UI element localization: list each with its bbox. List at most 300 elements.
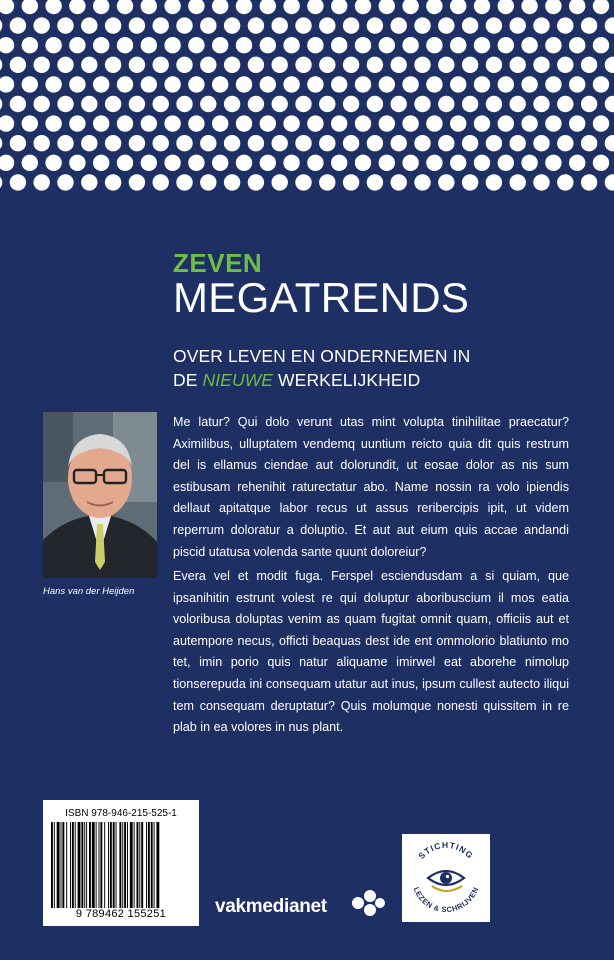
pattern-dot (379, 76, 395, 92)
pattern-dot (176, 135, 192, 151)
pattern-dot (414, 135, 430, 151)
pattern-dot (486, 135, 502, 151)
pattern-dot (93, 115, 109, 131)
pattern-dot (69, 155, 85, 171)
pattern-dot (593, 115, 609, 131)
pattern-dot (450, 115, 466, 131)
barcode-bar (119, 822, 121, 908)
pattern-dot (581, 96, 597, 112)
pattern-dot (462, 57, 478, 73)
pattern-dot (343, 57, 359, 73)
pattern-dot (248, 17, 264, 33)
pattern-dot (93, 76, 109, 92)
pattern-dot (331, 76, 347, 92)
pattern-dot (129, 96, 145, 112)
pattern-dot (283, 115, 299, 131)
pattern-dot (462, 135, 478, 151)
pattern-dot (343, 135, 359, 151)
pattern-dot (34, 174, 50, 190)
pattern-dot (319, 135, 335, 151)
pattern-dot (391, 174, 407, 190)
barcode-bar (116, 822, 117, 908)
pattern-dot (153, 96, 169, 112)
pattern-dot (34, 57, 50, 73)
pattern-dot (569, 155, 585, 171)
pattern-dot (212, 0, 228, 14)
pattern-dot (295, 135, 311, 151)
pattern-dot (402, 37, 418, 53)
pattern-dot (295, 96, 311, 112)
pattern-dot (331, 37, 347, 53)
pattern-dot (343, 174, 359, 190)
pattern-dot (117, 37, 133, 53)
body-paragraph-2: Evera vel et modit fuga. Ferspel esciendusdam a si quiam, que ipsanihitin estrunt volest re qui doluptur aboribuscium il mos eatia voloribusa doluptas venim as quam fugitat omnit quam, officiis aut et autempore necus, officti beaquas dest ide ent ommolorio blatiunto mo tet, imin porio quis natur aliquame imirwel eat aborehe nimolup tionserepuda ini consequam utatur aut inus, ipsum cullest autecto iliqui tem consequam deruptatur? Quis molumque nonesti quissitem in re plab in ea volores in nus plant. (173, 569, 569, 735)
pattern-dot (0, 17, 2, 33)
pattern-dot (224, 57, 240, 73)
pattern-dot (200, 96, 216, 112)
pattern-dot (605, 135, 614, 151)
pattern-dot (593, 76, 609, 92)
pattern-dot (129, 135, 145, 151)
pattern-dot (581, 17, 597, 33)
pattern-dot (295, 17, 311, 33)
pattern-dot (569, 115, 585, 131)
pattern-dot (10, 57, 26, 73)
pattern-dot (0, 135, 2, 151)
pattern-dot (105, 57, 121, 73)
barcode-box (43, 800, 199, 926)
pattern-dot (533, 17, 549, 33)
author-caption: Hans van der Heijden (43, 586, 135, 597)
pattern-dot (593, 0, 609, 14)
pattern-dot (129, 57, 145, 73)
pattern-dot (260, 0, 276, 14)
pattern-dot (593, 37, 609, 53)
pattern-dot (605, 174, 614, 190)
pattern-dot (188, 76, 204, 92)
title-block (173, 248, 470, 321)
pattern-dot (248, 57, 264, 73)
barcode-bar (70, 822, 71, 908)
pattern-dot (426, 37, 442, 53)
pattern-dot (557, 96, 573, 112)
pattern-dot (605, 96, 614, 112)
publisher-logo-mark (350, 888, 386, 918)
subtitle-nieuwe: NIEUWE (202, 370, 274, 390)
barcode-bar (81, 822, 83, 908)
pattern-dot (486, 174, 502, 190)
pattern-dot (236, 76, 252, 92)
pattern-dot (212, 115, 228, 131)
barcode-bars (49, 822, 193, 908)
pattern-dot (510, 135, 526, 151)
pattern-dot (557, 174, 573, 190)
pattern-dot (450, 0, 466, 14)
pattern-dot (200, 57, 216, 73)
pattern-dot (438, 57, 454, 73)
pattern-dot (510, 96, 526, 112)
pattern-dot (176, 57, 192, 73)
pattern-dot (557, 17, 573, 33)
pattern-dot (355, 76, 371, 92)
barcode-bar (137, 822, 139, 908)
pattern-dot (402, 155, 418, 171)
pattern-dot (605, 57, 614, 73)
pattern-dot (34, 17, 50, 33)
pattern-dot (129, 174, 145, 190)
barcode-bar (110, 822, 112, 908)
pattern-dot (22, 115, 38, 131)
pattern-dot (498, 155, 514, 171)
pattern-dot (510, 57, 526, 73)
pattern-dot (343, 17, 359, 33)
pattern-dot (402, 76, 418, 92)
barcode-bar (61, 822, 62, 908)
pattern-dot (438, 174, 454, 190)
barcode-bar (54, 822, 55, 908)
pattern-dot (34, 135, 50, 151)
pattern-dot (141, 115, 157, 131)
pattern-dot (164, 37, 180, 53)
pattern-dot (438, 17, 454, 33)
barcode-bar (146, 822, 147, 908)
pattern-dot (69, 0, 85, 14)
pattern-dot (260, 115, 276, 131)
barcode-bar (92, 822, 95, 908)
dot-pattern-header (0, 0, 614, 192)
pattern-dot (117, 115, 133, 131)
subtitle-werkelijkheid: WERKELIJKHEID (273, 370, 421, 390)
pattern-dot (188, 155, 204, 171)
barcode-bar (51, 822, 53, 908)
pattern-dot (450, 37, 466, 53)
pattern-dot (141, 0, 157, 14)
pattern-dot (0, 115, 14, 131)
pattern-dot (498, 115, 514, 131)
pattern-dot (22, 0, 38, 14)
pattern-dot (545, 37, 561, 53)
barcode-bar (139, 822, 140, 908)
pattern-dot (141, 76, 157, 92)
stichting-logo (402, 834, 490, 922)
barcode-bar (62, 822, 64, 908)
pattern-dot (224, 96, 240, 112)
pattern-dot (319, 57, 335, 73)
eye-hand-icon (428, 871, 464, 891)
pattern-dot (379, 37, 395, 53)
body-paragraph-1: Me latur? Qui dolo verunt utas mint volupta tinihilitae praecatur? Aximilibus, ulluptatem vendemq uuntium reicto quia dit quis restrum del is ellamus ciendae aut dolorundit, ut eosae dolor as nis sum estibusam rehenihit raturectatur abo. Name nossin ra volo ipiendis dellaut apitatque labor recus ut assus reribercipis ipit, ut videm reperrum doloratur a doluptio. Et aut aut eium quis accae andandi piscid utatusa volenda sante quunt doloreiur? (173, 415, 569, 559)
barcode-bar (134, 822, 135, 908)
pattern-dot (319, 17, 335, 33)
subtitle-line-2 (173, 368, 593, 392)
pattern-dot (426, 155, 442, 171)
pattern-dot (307, 37, 323, 53)
svg-text:LEZEN & SCHRIJVEN (412, 886, 481, 914)
barcode-bar (113, 822, 115, 908)
pattern-dot (224, 17, 240, 33)
pattern-dot (295, 57, 311, 73)
pattern-dot (236, 115, 252, 131)
pattern-dot (105, 174, 121, 190)
pattern-dot (533, 174, 549, 190)
pattern-dot (367, 17, 383, 33)
pattern-dot (414, 57, 430, 73)
pattern-dot (379, 155, 395, 171)
barcode-bar (57, 822, 60, 908)
barcode-bar (108, 822, 109, 908)
pattern-dot (0, 174, 2, 190)
pattern-dot (462, 174, 478, 190)
pattern-dot (81, 17, 97, 33)
pattern-dot (69, 115, 85, 131)
pattern-dot (200, 135, 216, 151)
pattern-dot (34, 96, 50, 112)
pattern-dot (462, 17, 478, 33)
pattern-dot (176, 96, 192, 112)
pattern-dot (414, 174, 430, 190)
stichting-text-bottom: LEZEN & SCHRIJVEN (411, 885, 481, 915)
pattern-dot (200, 174, 216, 190)
pattern-dot (260, 155, 276, 171)
pattern-dot (153, 174, 169, 190)
barcode-digits: 9 789462 155251 (75, 908, 167, 920)
barcode-bar (66, 822, 67, 908)
pattern-dot (331, 0, 347, 14)
barcode-bar (154, 822, 155, 908)
pattern-dot (367, 57, 383, 73)
pattern-dot (57, 57, 73, 73)
pattern-dot (521, 115, 537, 131)
pattern-dot (117, 155, 133, 171)
pattern-dot (521, 76, 537, 92)
pattern-dot (486, 96, 502, 112)
pattern-dot (605, 17, 614, 33)
pattern-dot (81, 57, 97, 73)
pattern-dot (248, 135, 264, 151)
pattern-dot (212, 76, 228, 92)
pattern-dot (486, 57, 502, 73)
pattern-dot (69, 76, 85, 92)
pattern-dot (0, 155, 14, 171)
pattern-dot (331, 115, 347, 131)
pattern-dot (545, 0, 561, 14)
pattern-dot (57, 135, 73, 151)
pattern-dot (141, 155, 157, 171)
pattern-dot (367, 174, 383, 190)
svg-text:STICHTING (416, 840, 475, 861)
pattern-dot (81, 174, 97, 190)
pattern-dot (176, 17, 192, 33)
pattern-dot (224, 174, 240, 190)
pattern-dot (283, 76, 299, 92)
pattern-dot (164, 76, 180, 92)
pattern-dot (510, 17, 526, 33)
pattern-dot (367, 96, 383, 112)
pattern-dot (367, 135, 383, 151)
pattern-dot (212, 37, 228, 53)
pattern-dot (438, 96, 454, 112)
pattern-dot (272, 96, 288, 112)
pattern-dot (498, 0, 514, 14)
pattern-dot (450, 155, 466, 171)
title-zeven: ZEVEN (173, 248, 263, 278)
barcode-bar (151, 822, 153, 908)
pattern-dot (224, 135, 240, 151)
barcode-bar (127, 822, 128, 908)
pattern-dot (355, 115, 371, 131)
pattern-dot (164, 155, 180, 171)
barcode-bar (141, 822, 143, 908)
pattern-dot (569, 0, 585, 14)
pattern-dot (498, 37, 514, 53)
pattern-dot (10, 96, 26, 112)
pattern-dot (105, 17, 121, 33)
pattern-dot (379, 0, 395, 14)
pattern-dot (414, 17, 430, 33)
pattern-dot (45, 155, 61, 171)
pattern-dot (22, 155, 38, 171)
pattern-dot (295, 174, 311, 190)
pattern-dot (545, 115, 561, 131)
pattern-dot (0, 76, 14, 92)
pattern-dot (93, 155, 109, 171)
barcode-bar (99, 822, 100, 908)
pattern-dot (355, 37, 371, 53)
pattern-dot (105, 135, 121, 151)
pattern-dot (307, 155, 323, 171)
pattern-dot (248, 96, 264, 112)
pattern-dot (581, 174, 597, 190)
pattern-dot (533, 135, 549, 151)
pattern-dot (581, 135, 597, 151)
pattern-dot (0, 57, 2, 73)
pattern-dot (57, 17, 73, 33)
pattern-dot (272, 135, 288, 151)
pattern-dot (272, 17, 288, 33)
title-megatrends: MEGATRENDS (173, 274, 470, 321)
barcode-bar (72, 822, 74, 908)
pattern-dot (283, 155, 299, 171)
pattern-dot (533, 57, 549, 73)
pattern-dot (117, 76, 133, 92)
barcode-bar (124, 822, 126, 908)
pattern-dot (545, 155, 561, 171)
publisher-logo-text: vakmedianet (215, 896, 327, 917)
barcode-bar (122, 822, 123, 908)
pattern-dot (164, 115, 180, 131)
barcode-bar (148, 822, 150, 908)
barcode-bar (104, 822, 105, 908)
pattern-dot (22, 37, 38, 53)
author-photo (43, 412, 157, 578)
barcode-bar (130, 822, 133, 908)
pattern-dot (236, 155, 252, 171)
barcode-bar (86, 822, 87, 908)
pattern-dot (319, 96, 335, 112)
subtitle-de: DE (173, 370, 203, 390)
pattern-dot (355, 0, 371, 14)
pattern-dot (426, 0, 442, 14)
pattern-dot (176, 174, 192, 190)
pattern-dot (438, 135, 454, 151)
barcode-bar (100, 822, 102, 908)
pattern-dot (10, 17, 26, 33)
pattern-dot (307, 76, 323, 92)
pattern-dot (426, 76, 442, 92)
pattern-dot (0, 37, 14, 53)
pattern-dot (581, 57, 597, 73)
pattern-dot (129, 17, 145, 33)
pattern-dot (45, 76, 61, 92)
pattern-dot (272, 57, 288, 73)
pattern-dot (188, 0, 204, 14)
pattern-dot (212, 155, 228, 171)
pattern-dot (93, 0, 109, 14)
pattern-dot (343, 96, 359, 112)
pattern-dot (283, 0, 299, 14)
pattern-dot (153, 17, 169, 33)
pattern-dot (69, 37, 85, 53)
pattern-dot (426, 115, 442, 131)
pattern-dot (105, 96, 121, 112)
pattern-dot (355, 155, 371, 171)
isbn-label: ISBN 978-946-215-525-1 (65, 808, 177, 819)
pattern-dot (593, 155, 609, 171)
pattern-dot (0, 0, 14, 14)
barcode-bar (75, 822, 76, 908)
subtitle (173, 344, 593, 392)
pattern-dot (379, 115, 395, 131)
pattern-dot (307, 115, 323, 131)
pattern-dot (141, 37, 157, 53)
pattern-dot (533, 96, 549, 112)
barcode-bar (156, 822, 159, 908)
pattern-dot (557, 57, 573, 73)
barcode-bar (96, 822, 97, 908)
pattern-dot (462, 96, 478, 112)
pattern-dot (81, 96, 97, 112)
pattern-dot (402, 0, 418, 14)
pattern-dot (474, 76, 490, 92)
pattern-dot (260, 76, 276, 92)
pattern-dot (0, 96, 2, 112)
pattern-dot (117, 0, 133, 14)
pattern-dot (474, 155, 490, 171)
pattern-dot (283, 37, 299, 53)
pattern-dot (153, 135, 169, 151)
pattern-dot (272, 174, 288, 190)
pattern-dot (45, 0, 61, 14)
pattern-dot (331, 155, 347, 171)
pattern-dot (521, 37, 537, 53)
pattern-dot (93, 37, 109, 53)
pattern-dot (474, 37, 490, 53)
pattern-dot (521, 155, 537, 171)
pattern-dot (153, 57, 169, 73)
pattern-dot (319, 174, 335, 190)
pattern-dot (450, 76, 466, 92)
pattern-dot (498, 76, 514, 92)
pattern-dot (188, 37, 204, 53)
pattern-dot (200, 17, 216, 33)
barcode-bar (84, 822, 85, 908)
pattern-dot (510, 174, 526, 190)
pattern-dot (391, 57, 407, 73)
pattern-dot (236, 0, 252, 14)
pattern-dot (569, 37, 585, 53)
pattern-dot (391, 135, 407, 151)
pattern-dot (188, 115, 204, 131)
